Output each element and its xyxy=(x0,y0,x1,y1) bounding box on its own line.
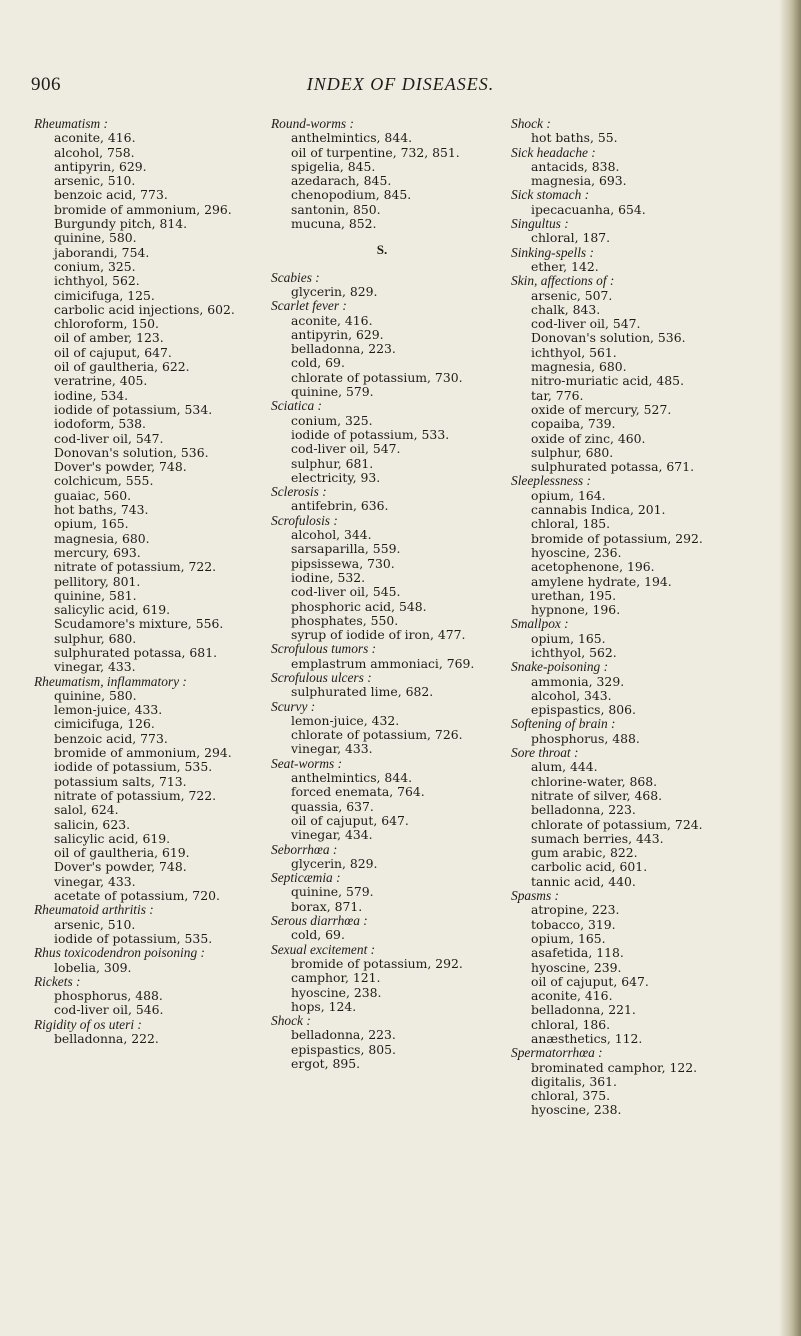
index-subentry: iodine, 534. xyxy=(54,387,129,403)
index-subentry: carbolic acid injections, 602. xyxy=(54,301,235,317)
index-subentry: belladonna, 223. xyxy=(291,1027,396,1043)
index-subentry: bromide of ammonium, 294. xyxy=(54,745,232,761)
index-subentry: nitrate of silver, 468. xyxy=(531,787,663,803)
index-heading: Sleeplessness : xyxy=(511,473,591,489)
index-subentry: bromide of potassium, 292. xyxy=(531,530,703,546)
index-column-2 xyxy=(271,117,493,1071)
index-subentry: cod-liver oil, 546. xyxy=(54,1002,164,1018)
page-edge-shadow xyxy=(779,0,801,1336)
index-heading: Scrofulous tumors : xyxy=(271,641,377,657)
index-subentry: Donovan's solution, 536. xyxy=(54,444,209,460)
index-subentry: cod-liver oil, 547. xyxy=(291,441,401,457)
index-subentry: nitrate of potassium, 722. xyxy=(54,787,217,803)
index-subentry: sulphurated lime, 682. xyxy=(291,684,434,700)
index-subentry: antacids, 838. xyxy=(531,158,620,174)
index-subentry: alcohol, 758. xyxy=(54,144,135,160)
index-subentry: sulphurated potassa, 681. xyxy=(54,644,218,660)
index-subentry: aconite, 416. xyxy=(531,988,613,1004)
index-subentry: belladonna, 221. xyxy=(531,1002,636,1018)
index-subentry: chlorine-water, 868. xyxy=(531,773,658,789)
index-subentry: amylene hydrate, 194. xyxy=(531,573,672,589)
index-subentry: acetate of potassium, 720. xyxy=(54,888,220,904)
index-subentry: Scudamore's mixture, 556. xyxy=(54,616,224,632)
index-subentry: oil of cajuput, 647. xyxy=(531,973,649,989)
index-subentry: benzoic acid, 773. xyxy=(54,730,168,746)
index-subentry: cold, 69. xyxy=(291,927,345,943)
index-subentry: ammonia, 329. xyxy=(531,673,625,689)
index-heading: Sinking-spells : xyxy=(511,244,594,260)
index-subentry: alcohol, 344. xyxy=(291,527,372,543)
index-subentry: ipecacuanha, 654. xyxy=(531,201,646,217)
index-subentry: guaiac, 560. xyxy=(54,487,132,503)
index-subentry: sumach berries, 443. xyxy=(531,830,664,846)
index-subentry: salol, 624. xyxy=(54,802,119,818)
index-subentry: cod-liver oil, 545. xyxy=(291,584,401,600)
index-subentry: cannabis Indica, 201. xyxy=(531,502,666,518)
index-subentry: quassia, 637. xyxy=(291,798,374,814)
index-subentry: atropine, 223. xyxy=(531,902,620,918)
index-subentry: cod-liver oil, 547. xyxy=(531,316,641,332)
index-subentry: epispastics, 806. xyxy=(531,702,636,718)
index-subentry: digitalis, 361. xyxy=(531,1073,617,1089)
index-subentry: antipyrin, 629. xyxy=(54,158,147,174)
index-subentry: oil of amber, 123. xyxy=(54,330,164,346)
index-heading: Rheumatism : xyxy=(34,116,109,131)
index-subentry: oxide of zinc, 460. xyxy=(531,430,646,446)
index-subentry: tannic acid, 440. xyxy=(531,873,636,889)
index-subentry: anæsthetics, 112. xyxy=(531,1031,643,1046)
index-subentry: spigelia, 845. xyxy=(291,158,376,174)
index-heading: Sexual excitement : xyxy=(271,941,376,957)
index-subentry: oil of gaultheria, 619. xyxy=(54,845,190,861)
index-subentry: arsenic, 510. xyxy=(54,916,136,932)
index-subentry: salicylic acid, 619. xyxy=(54,602,171,618)
index-subentry: hot baths, 743. xyxy=(54,502,149,518)
index-heading: Scarlet fever : xyxy=(271,298,347,314)
index-subentry: acetophenone, 196. xyxy=(531,559,655,575)
index-subentry: emplastrum ammoniaci, 769. xyxy=(291,655,475,671)
index-heading: Seat-worms : xyxy=(271,755,343,771)
index-heading: Softening of brain : xyxy=(511,716,616,732)
index-subentry: sulphur, 681. xyxy=(291,455,374,471)
index-heading: Skin, affections of : xyxy=(511,273,615,289)
index-subentry: glycerin, 829. xyxy=(291,855,378,871)
index-heading: Rheumatism, inflammatory : xyxy=(34,673,187,689)
index-heading: Scrofulous ulcers : xyxy=(271,669,372,685)
index-subentry: jaborandi, 754. xyxy=(54,244,150,260)
index-subentry: sulphur, 680. xyxy=(531,444,614,460)
index-subentry: chloral, 185. xyxy=(531,516,611,532)
page-number: 906 xyxy=(31,74,61,95)
index-subentry: anthelmintics, 844. xyxy=(291,770,413,786)
index-subentry: oil of cajuput, 647. xyxy=(54,344,172,360)
index-subentry: sarsaparilla, 559. xyxy=(291,541,401,557)
index-heading: Scabies : xyxy=(271,269,320,285)
index-subentry: chloral, 187. xyxy=(531,230,611,246)
index-subentry: hops, 124. xyxy=(291,998,357,1014)
index-heading: Sick stomach : xyxy=(511,187,590,203)
index-subentry: magnesia, 693. xyxy=(531,173,627,189)
index-subentry: quinine, 581. xyxy=(54,587,137,603)
index-subentry: colchicum, 555. xyxy=(54,473,154,489)
index-subentry: quinine, 580. xyxy=(54,230,137,246)
index-subentry: vinegar, 433. xyxy=(291,741,373,757)
index-subentry: hypnone, 196. xyxy=(531,602,621,618)
index-subentry: lemon-juice, 433. xyxy=(54,702,163,718)
index-subentry: chlorate of potassium, 730. xyxy=(291,369,463,385)
index-subentry: quinine, 580. xyxy=(54,687,137,703)
index-subentry: phosphates, 550. xyxy=(291,612,399,628)
index-subentry: vinegar, 434. xyxy=(291,827,373,843)
index-subentry: sulphur, 680. xyxy=(54,630,137,646)
index-subentry: azedarach, 845. xyxy=(291,173,392,189)
index-subentry: tobacco, 319. xyxy=(531,916,616,932)
index-subentry: mercury, 693. xyxy=(54,544,141,560)
index-subentry: benzoic acid, 773. xyxy=(54,187,168,203)
index-heading: Spermatorrhœa : xyxy=(511,1045,603,1061)
index-subentry: iodide of potassium, 535. xyxy=(54,759,213,775)
index-subentry: quinine, 579. xyxy=(291,384,374,400)
index-subentry: urethan, 195. xyxy=(531,587,617,603)
index-subentry: bromide of ammonium, 296. xyxy=(54,201,232,217)
index-subentry: aconite, 416. xyxy=(291,312,373,328)
index-subentry: phosphorus, 488. xyxy=(531,730,640,746)
index-subentry: bromide of potassium, 292. xyxy=(291,955,463,971)
index-subentry: opium, 165. xyxy=(531,630,606,646)
index-subentry: conium, 325. xyxy=(54,258,136,274)
running-title: INDEX OF DISEASES. xyxy=(306,74,495,94)
index-subentry: Donovan's solution, 536. xyxy=(531,330,686,346)
index-subentry: opium, 165. xyxy=(531,930,606,946)
index-subentry: antifebrin, 636. xyxy=(291,498,389,514)
index-subentry: opium, 164. xyxy=(531,487,606,503)
index-subentry: anthelmintics, 844. xyxy=(291,130,413,146)
index-subentry: chalk, 843. xyxy=(531,301,601,317)
index-subentry: oil of cajuput, 647. xyxy=(291,812,409,828)
index-subentry: cimicifuga, 126. xyxy=(54,716,155,732)
index-subentry: alcohol, 343. xyxy=(531,687,612,703)
index-subentry: opium, 165. xyxy=(54,516,129,532)
index-subentry: iodide of potassium, 533. xyxy=(291,426,450,442)
index-subentry: hyoscine, 238. xyxy=(291,984,382,1000)
index-subentry: chloral, 375. xyxy=(531,1088,611,1104)
index-subentry: ichthyol, 562. xyxy=(531,644,617,660)
index-subentry: forced enemata, 764. xyxy=(291,784,425,800)
index-subentry: alum, 444. xyxy=(531,759,598,775)
section-letter: S. xyxy=(376,242,388,258)
index-subentry: belladonna, 223. xyxy=(531,802,636,818)
index-heading: Scrofulosis : xyxy=(271,512,338,528)
index-subentry: conium, 325. xyxy=(291,412,373,428)
index-subentry: nitrate of potassium, 722. xyxy=(54,559,217,575)
index-subentry: potassium salts, 713. xyxy=(54,773,187,789)
index-subentry: veratrine, 405. xyxy=(54,373,148,389)
index-heading: Sick headache : xyxy=(511,144,596,160)
index-subentry: salicin, 623. xyxy=(54,816,131,832)
index-subentry: cold, 69. xyxy=(291,355,345,371)
index-subentry: antipyrin, 629. xyxy=(291,326,384,342)
index-subentry: vinegar, 433. xyxy=(54,873,136,889)
index-subentry: phosphorus, 488. xyxy=(54,988,163,1004)
index-subentry: pipsissewa, 730. xyxy=(291,555,395,571)
index-subentry: electricity, 93. xyxy=(291,469,381,485)
index-heading: Singultus : xyxy=(511,216,569,232)
index-subentry: ichthyol, 561. xyxy=(531,344,617,360)
index-subentry: sulphurated potassa, 671. xyxy=(531,459,695,475)
index-subentry: ergot, 895. xyxy=(291,1056,361,1071)
index-subentry: belladonna, 222. xyxy=(54,1031,159,1046)
index-subentry: tar, 776. xyxy=(531,387,584,403)
index-subentry: borax, 871. xyxy=(291,898,363,914)
index-subentry: cod-liver oil, 547. xyxy=(54,430,164,446)
index-subentry: syrup of iodide of iron, 477. xyxy=(291,627,466,643)
index-subentry: chlorate of potassium, 724. xyxy=(531,816,703,832)
index-subentry: pellitory, 801. xyxy=(54,573,141,589)
index-heading: Snake-poisoning : xyxy=(511,659,609,675)
index-heading: Round-worms : xyxy=(271,116,354,131)
index-heading: Sciatica : xyxy=(271,398,322,414)
index-heading: Rickets : xyxy=(34,973,81,989)
index-heading: Shock : xyxy=(511,116,551,131)
index-subentry: epispastics, 805. xyxy=(291,1041,396,1057)
index-subentry: camphor, 121. xyxy=(291,970,381,986)
index-subentry: nitro-muriatic acid, 485. xyxy=(531,373,685,389)
index-subentry: hyoscine, 239. xyxy=(531,959,622,975)
index-heading: Rheumatoid arthritis : xyxy=(34,902,154,918)
index-subentry: vinegar, 433. xyxy=(54,659,136,675)
index-heading: Rigidity of os uteri : xyxy=(34,1016,142,1032)
index-column-3 xyxy=(511,117,739,1118)
index-subentry: hyoscine, 238. xyxy=(531,1102,622,1118)
index-heading: Seborrhœa : xyxy=(271,841,338,857)
index-heading: Septicæmia : xyxy=(271,870,341,886)
index-subentry: phosphoric acid, 548. xyxy=(291,598,427,614)
index-subentry: gum arabic, 822. xyxy=(531,845,638,861)
index-subentry: iodine, 532. xyxy=(291,569,366,585)
index-subentry: asafetida, 118. xyxy=(531,945,624,961)
index-heading: Spasms : xyxy=(511,888,559,904)
index-heading: Scurvy : xyxy=(271,698,316,714)
index-subentry: oxide of mercury, 527. xyxy=(531,401,672,417)
index-subentry: oil of gaultheria, 622. xyxy=(54,359,190,375)
index-subentry: iodide of potassium, 534. xyxy=(54,401,213,417)
index-subentry: lobelia, 309. xyxy=(54,959,132,975)
index-heading: Serous diarrhœa : xyxy=(271,913,368,929)
index-subentry: ether, 142. xyxy=(531,258,599,274)
index-subentry: magnesia, 680. xyxy=(531,359,627,375)
index-subentry: chloral, 186. xyxy=(531,1016,611,1032)
index-subentry: chenopodium, 845. xyxy=(291,187,412,203)
index-heading: Sclerosis : xyxy=(271,484,327,500)
index-subentry: quinine, 579. xyxy=(291,884,374,900)
index-subentry: chloroform, 150. xyxy=(54,316,159,332)
index-subentry: santonin, 850. xyxy=(291,201,381,217)
index-heading: Smallpox : xyxy=(511,616,569,632)
index-subentry: aconite, 416. xyxy=(54,130,136,146)
index-subentry: chlorate of potassium, 726. xyxy=(291,727,463,743)
index-subentry: oil of turpentine, 732, 851. xyxy=(291,144,460,160)
index-subentry: ichthyol, 562. xyxy=(54,273,140,289)
index-heading: Sore throat : xyxy=(511,745,579,761)
index-subentry: salicylic acid, 619. xyxy=(54,830,171,846)
index-subentry: hyoscine, 236. xyxy=(531,544,622,560)
index-subentry: Dover's powder, 748. xyxy=(54,459,187,475)
index-subentry: Dover's powder, 748. xyxy=(54,859,187,875)
index-subentry: hot baths, 55. xyxy=(531,130,618,146)
index-subentry: arsenic, 507. xyxy=(531,287,613,303)
index-subentry: glycerin, 829. xyxy=(291,283,378,299)
index-column-1 xyxy=(34,117,246,1046)
index-subentry: belladonna, 223. xyxy=(291,341,396,357)
index-subentry: lemon-juice, 432. xyxy=(291,712,400,728)
index-subentry: mucuna, 852. xyxy=(291,216,377,232)
index-subentry: iodoform, 538. xyxy=(54,416,146,432)
index-subentry: copaiba, 739. xyxy=(531,416,616,432)
index-subentry: Burgundy pitch, 814. xyxy=(54,216,188,232)
index-heading: Rhus toxicodendron poisoning : xyxy=(34,945,205,961)
index-subentry: iodide of potassium, 535. xyxy=(54,930,213,946)
index-subentry: magnesia, 680. xyxy=(54,530,150,546)
index-subentry: arsenic, 510. xyxy=(54,173,136,189)
index-subentry: carbolic acid, 601. xyxy=(531,859,648,875)
index-subentry: brominated camphor, 122. xyxy=(531,1059,698,1075)
index-heading: Shock : xyxy=(271,1013,311,1029)
index-subentry: cimicifuga, 125. xyxy=(54,287,155,303)
